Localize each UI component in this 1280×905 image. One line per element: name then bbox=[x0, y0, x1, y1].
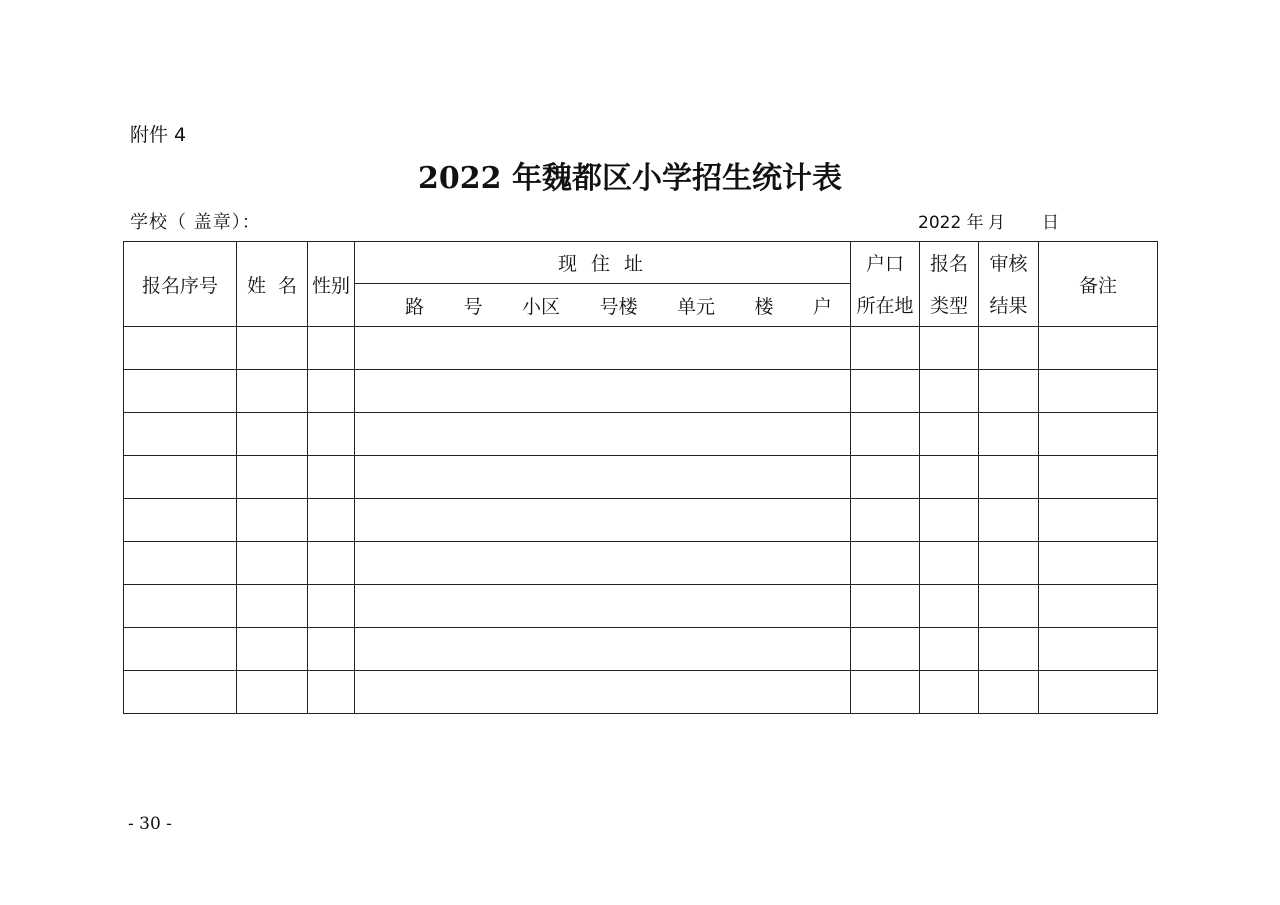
header-gender: 性别 bbox=[308, 242, 355, 327]
table-cell bbox=[920, 628, 979, 671]
header-hukou-top: 户口 bbox=[851, 242, 920, 284]
enrollment-table bbox=[123, 241, 1158, 714]
table-cell bbox=[851, 542, 920, 585]
address-part-community: 小区 bbox=[521, 295, 560, 318]
header-type-top: 报名 bbox=[920, 242, 979, 284]
table-cell bbox=[355, 413, 851, 456]
address-part-number: 号 bbox=[463, 295, 483, 318]
table-cell bbox=[920, 327, 979, 370]
header-type-bottom: 类型 bbox=[920, 284, 979, 327]
table-cell bbox=[308, 628, 355, 671]
header-address-parts bbox=[355, 284, 851, 327]
table-cell bbox=[920, 542, 979, 585]
table-cell bbox=[1039, 671, 1158, 714]
table-body bbox=[124, 327, 1158, 714]
header-hukou-bottom: 所在地 bbox=[851, 284, 920, 327]
attachment-label: 附件 4 bbox=[130, 124, 187, 146]
table-cell bbox=[308, 327, 355, 370]
table-cell bbox=[237, 499, 308, 542]
table-cell bbox=[979, 585, 1039, 628]
header-name: 姓 名 bbox=[237, 242, 308, 327]
date-year: 2022 年 bbox=[918, 213, 984, 233]
table-row bbox=[124, 327, 1158, 370]
table-cell bbox=[124, 370, 237, 413]
page-number: - 30 - bbox=[128, 814, 172, 834]
table-cell bbox=[851, 413, 920, 456]
table-row bbox=[124, 542, 1158, 585]
table-cell bbox=[237, 671, 308, 714]
table-cell bbox=[124, 413, 237, 456]
table-cell bbox=[979, 499, 1039, 542]
page-title: 2022 年魏都区小学招生统计表 bbox=[418, 161, 842, 196]
table-cell bbox=[1039, 499, 1158, 542]
table-cell bbox=[308, 413, 355, 456]
table-cell bbox=[851, 671, 920, 714]
header-review-bottom: 结果 bbox=[979, 284, 1039, 327]
header-address: 现 住 址 bbox=[355, 242, 851, 284]
table-cell bbox=[1039, 456, 1158, 499]
table-cell bbox=[920, 456, 979, 499]
table-cell bbox=[920, 585, 979, 628]
table-cell bbox=[851, 585, 920, 628]
address-part-road: 路 bbox=[405, 295, 425, 318]
table-row bbox=[124, 499, 1158, 542]
table-cell bbox=[920, 370, 979, 413]
address-part-floor: 楼 bbox=[754, 295, 774, 318]
table-cell bbox=[1039, 327, 1158, 370]
table-cell bbox=[1039, 542, 1158, 585]
table-cell bbox=[851, 628, 920, 671]
table-cell bbox=[851, 370, 920, 413]
table-row bbox=[124, 628, 1158, 671]
table-cell bbox=[355, 585, 851, 628]
date-line bbox=[918, 208, 1059, 233]
table-row bbox=[124, 413, 1158, 456]
address-part-building: 号楼 bbox=[599, 295, 638, 318]
table-row bbox=[124, 585, 1158, 628]
table-cell bbox=[979, 327, 1039, 370]
table-cell bbox=[237, 456, 308, 499]
table-cell bbox=[979, 671, 1039, 714]
table-row bbox=[124, 671, 1158, 714]
table-cell bbox=[237, 628, 308, 671]
table-cell bbox=[124, 456, 237, 499]
table-cell bbox=[1039, 413, 1158, 456]
table-cell bbox=[237, 542, 308, 585]
header-serial: 报名序号 bbox=[124, 242, 237, 327]
table-cell bbox=[979, 628, 1039, 671]
table-cell bbox=[237, 585, 308, 628]
table-cell bbox=[124, 628, 237, 671]
table-cell bbox=[355, 671, 851, 714]
table-row bbox=[124, 370, 1158, 413]
date-day: 日 bbox=[1042, 213, 1059, 233]
table-cell bbox=[124, 671, 237, 714]
table-cell bbox=[979, 542, 1039, 585]
table-cell bbox=[308, 456, 355, 499]
table-cell bbox=[355, 628, 851, 671]
table-cell bbox=[124, 327, 237, 370]
table-cell bbox=[237, 370, 308, 413]
table-cell bbox=[355, 499, 851, 542]
table-cell bbox=[355, 456, 851, 499]
table-cell bbox=[979, 456, 1039, 499]
table-cell bbox=[308, 542, 355, 585]
table-cell bbox=[1039, 370, 1158, 413]
table-cell bbox=[237, 327, 308, 370]
table-cell bbox=[355, 327, 851, 370]
table-cell bbox=[355, 370, 851, 413]
table-cell bbox=[308, 671, 355, 714]
table-cell bbox=[920, 413, 979, 456]
table-cell bbox=[979, 413, 1039, 456]
table-cell bbox=[237, 413, 308, 456]
table-cell bbox=[1039, 628, 1158, 671]
header-review-top: 审核 bbox=[979, 242, 1039, 284]
table-cell bbox=[851, 499, 920, 542]
table-cell bbox=[920, 499, 979, 542]
table-cell bbox=[124, 499, 237, 542]
table-cell bbox=[1039, 585, 1158, 628]
table-cell bbox=[355, 542, 851, 585]
table-cell bbox=[979, 370, 1039, 413]
school-label: 学校（ 盖章）： bbox=[130, 212, 261, 233]
address-part-unit: 单元 bbox=[676, 295, 715, 318]
table-cell bbox=[308, 370, 355, 413]
date-month: 月 bbox=[988, 213, 1005, 233]
address-part-door: 户 bbox=[812, 295, 832, 318]
table-row bbox=[124, 456, 1158, 499]
table-cell bbox=[851, 456, 920, 499]
table-cell bbox=[920, 671, 979, 714]
table-cell bbox=[851, 327, 920, 370]
table-cell bbox=[124, 542, 237, 585]
address-parts bbox=[355, 292, 850, 319]
table-cell bbox=[308, 585, 355, 628]
table-cell bbox=[308, 499, 355, 542]
header-remarks: 备注 bbox=[1039, 242, 1158, 327]
table-cell bbox=[124, 585, 237, 628]
